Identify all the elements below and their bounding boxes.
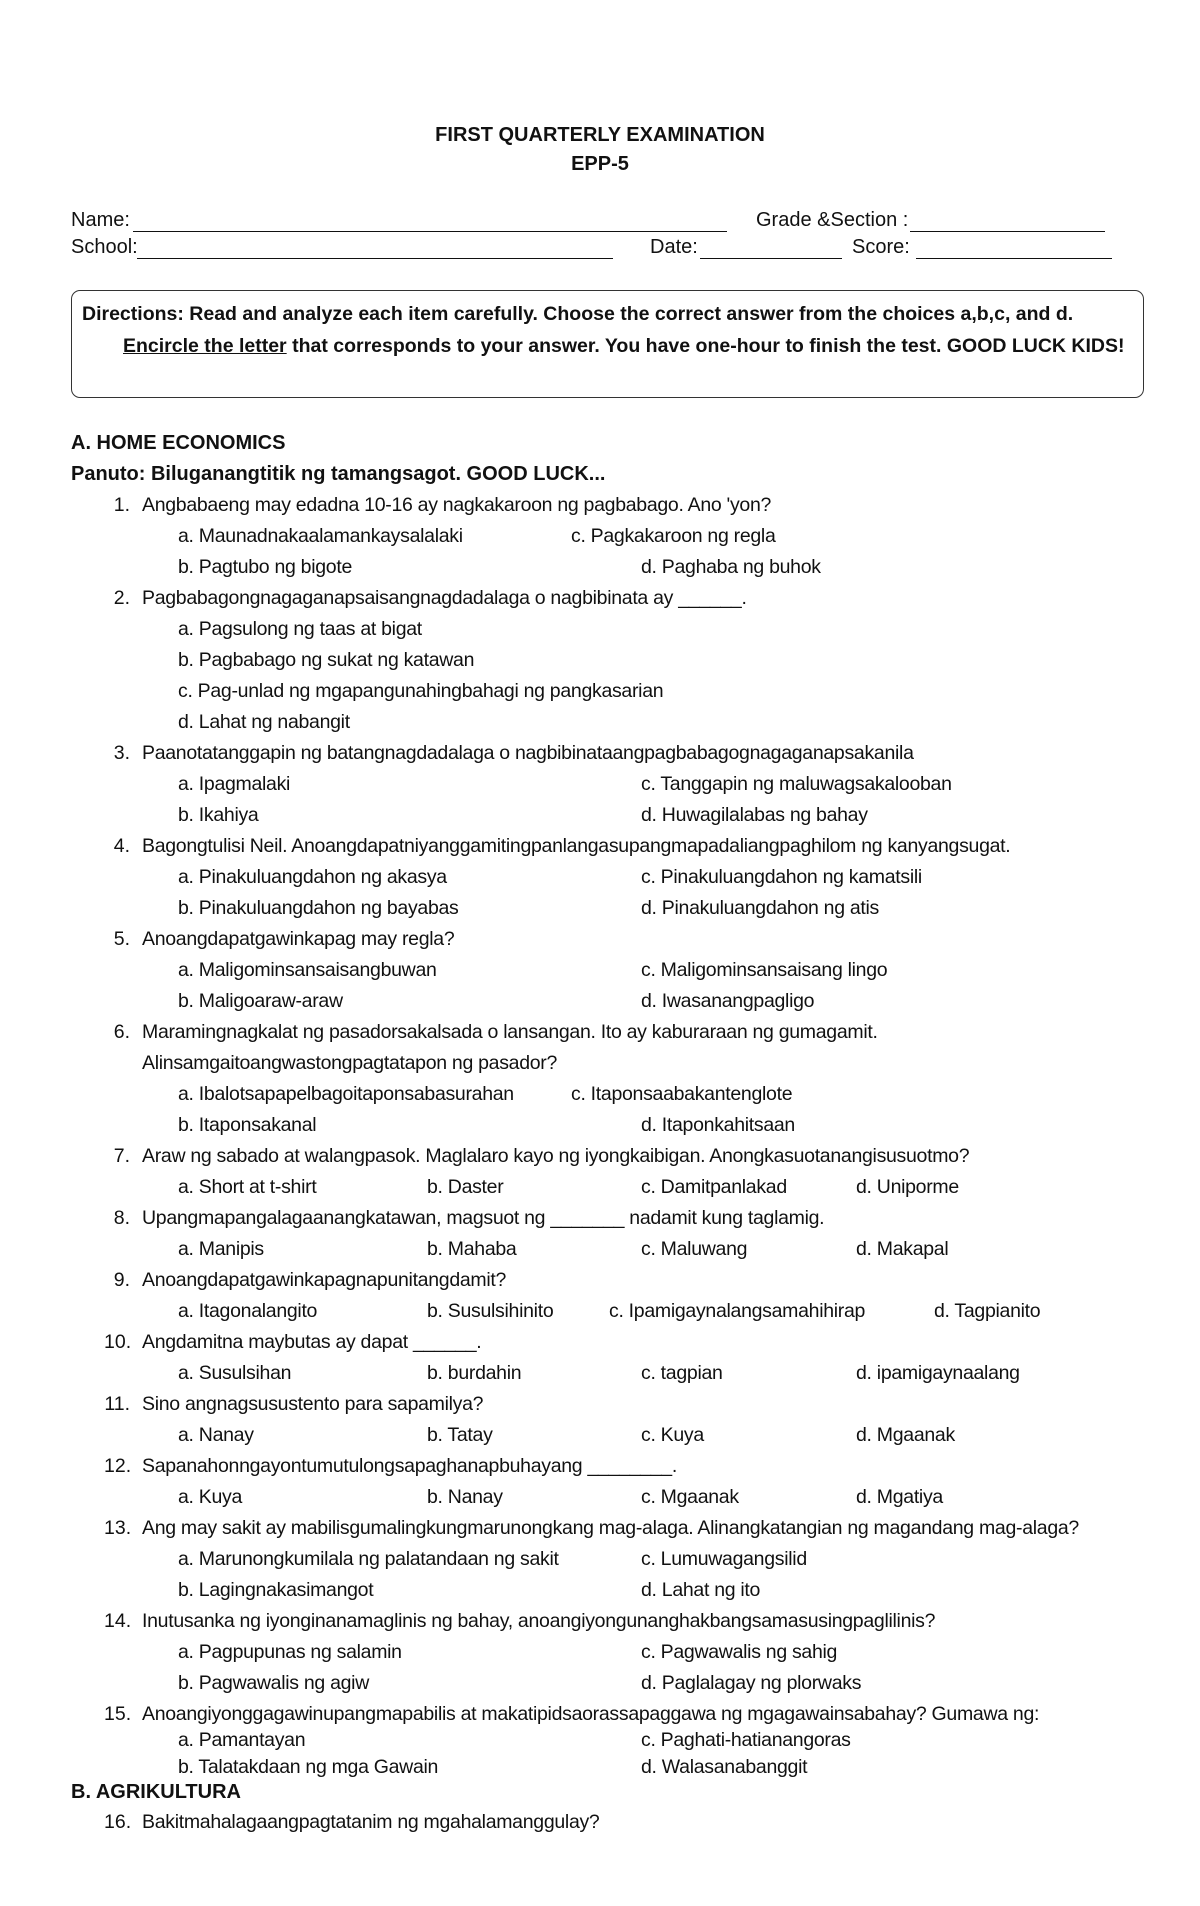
question-text-continued: Alinsamgaitoangwastongpagtatapon ng pasador?	[142, 1052, 558, 1074]
choice-c[interactable]: c. Pagwawalis ng sahig	[641, 1641, 838, 1663]
choice-d[interactable]: d. Mgaanak	[856, 1424, 955, 1446]
choice-d[interactable]: d. Paglalagay ng plorwaks	[641, 1672, 862, 1694]
choice-d[interactable]: d. Walasanabanggit	[641, 1756, 808, 1778]
choice-a[interactable]: a. Itagonalangito	[178, 1300, 318, 1322]
question-text: Pagbabagongnagaganapsaisangnagdadalaga o nagbibinata ay ______.	[142, 587, 747, 609]
choice-b[interactable]: b. Pinakuluangdahon ng bayabas	[178, 897, 459, 919]
section-a-title: A. HOME ECONOMICS	[71, 432, 286, 454]
encircle-instruction: Encircle the letter	[123, 335, 287, 357]
choice-c[interactable]: c. Ipamigaynalangsamahihirap	[609, 1300, 866, 1322]
choice-b[interactable]: b. Pagwawalis ng agiw	[178, 1672, 369, 1694]
question-text: Angdamitna maybutas ay dapat ______.	[142, 1331, 482, 1353]
question-text: Anoangiyonggagawinupangmapabilis at makatipidsaorassapaggawa ng mgagawainsabahay? Gumawa ng:	[142, 1703, 1040, 1725]
question-text: Bagongtulisi Neil. Anoangdapatniyanggamitingpanlangasupangmapadaliangpaghilom ng kanyangsugat.	[142, 835, 1011, 857]
question-text: Inutusanka ng iyonginanamaglinis ng bahay, anoangiyongunanghakbangsamasusingpaglilinis?	[142, 1610, 936, 1632]
choice-c[interactable]: c. Maluwang	[641, 1238, 748, 1260]
question-number: 16.	[104, 1811, 132, 1833]
question-number: 1.	[113, 494, 130, 516]
choice-b[interactable]: b. Daster	[427, 1176, 504, 1198]
directions-line-2-rest: that corresponds to your answer. You have one-hour to finish the test. GOOD LUCK KIDS!	[286, 335, 1125, 357]
choice-c[interactable]: c. Tanggapin ng maluwagsakalooban	[641, 773, 952, 795]
question-text: Sino angnagsusustento para sapamilya?	[142, 1393, 484, 1415]
choice-c[interactable]: c. Mgaanak	[641, 1486, 739, 1508]
question-text: Paanotatanggapin ng batangnagdadalaga o nagbibinataangpagbabagognagaganapsakanila	[142, 742, 914, 764]
choice-b[interactable]: b. Mahaba	[427, 1238, 517, 1260]
choice-d[interactable]: d. Iwasanangpagligo	[641, 990, 815, 1012]
school-label: School:	[71, 236, 138, 258]
choice-d[interactable]: d. Itaponkahitsaan	[641, 1114, 795, 1136]
choice-d[interactable]: d. Uniporme	[856, 1176, 959, 1198]
question-number: 4.	[113, 835, 130, 857]
choice-c[interactable]: c. Paghati-hatianangoras	[641, 1729, 851, 1751]
question-number: 15.	[104, 1703, 132, 1725]
section-b-title: B. AGRIKULTURA	[71, 1781, 241, 1803]
choice-d[interactable]: d. ipamigaynaalang	[856, 1362, 1020, 1384]
date-label: Date:	[650, 236, 698, 258]
school-field[interactable]	[137, 258, 613, 259]
name-label: Name:	[71, 209, 130, 231]
choice-b[interactable]: b. Itaponsakanal	[178, 1114, 317, 1136]
question-text: Bakitmahalagaangpagtatanim ng mgahalamanggulay?	[142, 1811, 600, 1833]
choice-d[interactable]: d. Lahat ng nabangit	[178, 711, 350, 733]
question-number: 13.	[104, 1517, 132, 1539]
choice-d[interactable]: d. Tagpianito	[934, 1300, 1041, 1322]
choice-b[interactable]: b. Tatay	[427, 1424, 493, 1446]
question-number: 3.	[113, 742, 130, 764]
choice-c[interactable]: c. Damitpanlakad	[641, 1176, 787, 1198]
choice-a[interactable]: a. Pinakuluangdahon ng akasya	[178, 866, 447, 888]
choice-a[interactable]: a. Nanay	[178, 1424, 254, 1446]
question-text: Araw ng sabado at walangpasok. Maglalaro kayo ng iyongkaibigan. Anongkasuotanangisusuotmo?	[142, 1145, 970, 1167]
question-text: Anoangdapatgawinkapagnapunitangdamit?	[142, 1269, 507, 1291]
choice-c[interactable]: c. tagpian	[641, 1362, 723, 1384]
choice-a[interactable]: a. Susulsihan	[178, 1362, 292, 1384]
name-field[interactable]	[133, 231, 727, 232]
choice-a[interactable]: a. Pamantayan	[178, 1729, 306, 1751]
question-number: 12.	[104, 1455, 132, 1477]
choice-c[interactable]: c. Itaponsaabakantenglote	[571, 1083, 793, 1105]
question-number: 14.	[104, 1610, 132, 1632]
choice-a[interactable]: a. Marunongkumilala ng palatandaan ng sakit	[178, 1548, 559, 1570]
date-field[interactable]	[700, 258, 842, 259]
grade-section-field[interactable]	[910, 231, 1105, 232]
score-field[interactable]	[916, 258, 1112, 259]
question-text: Sapanahonngayontumutulongsapaghanapbuhayang ________.	[142, 1455, 677, 1477]
exam-subject: EPP-5	[571, 153, 629, 175]
choice-a[interactable]: a. Ipagmalaki	[178, 773, 291, 795]
choice-c[interactable]: c. Pag-unlad ng mgapangunahingbahagi ng pangkasarian	[178, 680, 664, 702]
choice-b[interactable]: b. Ikahiya	[178, 804, 259, 826]
score-label: Score:	[852, 236, 910, 258]
choice-c[interactable]: c. Pinakuluangdahon ng kamatsili	[641, 866, 922, 888]
choice-b[interactable]: b. Maligoaraw-araw	[178, 990, 343, 1012]
choice-b[interactable]: b. Lagingnakasimangot	[178, 1579, 374, 1601]
question-number: 8.	[113, 1207, 130, 1229]
question-text: Ang may sakit ay mabilisgumalingkungmarunongkang mag-alaga. Alinangkatangian ng magandang mag-alaga?	[142, 1517, 1079, 1539]
question-text: Angbabaeng may edadna 10-16 ay nagkakaroon ng pagbabago. Ano 'yon?	[142, 494, 772, 516]
choice-d[interactable]: d. Paghaba ng buhok	[641, 556, 821, 578]
choice-a[interactable]: a. Short at t-shirt	[178, 1176, 317, 1198]
choice-b[interactable]: b. burdahin	[427, 1362, 522, 1384]
choice-c[interactable]: c. Kuya	[641, 1424, 704, 1446]
choice-d[interactable]: d. Mgatiya	[856, 1486, 943, 1508]
directions-box	[71, 290, 1144, 398]
choice-b[interactable]: b. Talatakdaan ng mga Gawain	[178, 1756, 439, 1778]
question-number: 10.	[104, 1331, 132, 1353]
exam-title: FIRST QUARTERLY EXAMINATION	[435, 124, 765, 146]
choice-a[interactable]: a. Pagpupunas ng salamin	[178, 1641, 402, 1663]
choice-b[interactable]: b. Pagtubo ng bigote	[178, 556, 352, 578]
choice-a[interactable]: a. Kuya	[178, 1486, 243, 1508]
section-a-instruction: Panuto: Biluganangtitik ng tamangsagot. GOOD LUCK...	[71, 463, 606, 485]
directions-line-2	[82, 330, 1133, 362]
choice-c[interactable]: c. Maligominsansaisang lingo	[641, 959, 888, 981]
question-number: 6.	[113, 1021, 130, 1043]
choice-a[interactable]: a. Pagsulong ng taas at bigat	[178, 618, 422, 640]
question-number: 2.	[113, 587, 130, 609]
choice-a[interactable]: a. Ibalotsapapelbagoitaponsabasurahan	[178, 1083, 514, 1105]
choice-a[interactable]: a. Maligominsansaisangbuwan	[178, 959, 437, 981]
question-number: 5.	[113, 928, 130, 950]
grade-section-label: Grade &Section :	[756, 209, 909, 231]
directions-line-1: Directions: Read and analyze each item carefully. Choose the correct answer from the choices a,b,c, and d.	[82, 303, 1074, 325]
choice-a[interactable]: a. Maunadnakaalamankaysalalaki	[178, 525, 463, 547]
choice-b[interactable]: b. Nanay	[427, 1486, 503, 1508]
choice-d[interactable]: d. Lahat ng ito	[641, 1579, 761, 1601]
question-text: Anoangdapatgawinkapag may regla?	[142, 928, 455, 950]
choice-c[interactable]: c. Pagkakaroon ng regla	[571, 525, 776, 547]
choice-d[interactable]: d. Makapal	[856, 1238, 949, 1260]
question-number: 7.	[113, 1145, 130, 1167]
choice-b[interactable]: b. Pagbabago ng sukat ng katawan	[178, 649, 475, 671]
question-number: 9.	[113, 1269, 130, 1291]
choice-d[interactable]: d. Huwagilalabas ng bahay	[641, 804, 868, 826]
choice-d[interactable]: d. Pinakuluangdahon ng atis	[641, 897, 880, 919]
question-text: Upangmapangalagaanangkatawan, magsuot ng _______ nadamit kung taglamig.	[142, 1207, 825, 1229]
question-text: Maramingnagkalat ng pasadorsakalsada o lansangan. Ito ay kaburaraan ng gumagamit.	[142, 1021, 878, 1043]
question-number: 11.	[104, 1393, 130, 1415]
choice-a[interactable]: a. Manipis	[178, 1238, 264, 1260]
choice-c[interactable]: c. Lumuwagangsilid	[641, 1548, 807, 1570]
choice-b[interactable]: b. Susulsihinito	[427, 1300, 554, 1322]
